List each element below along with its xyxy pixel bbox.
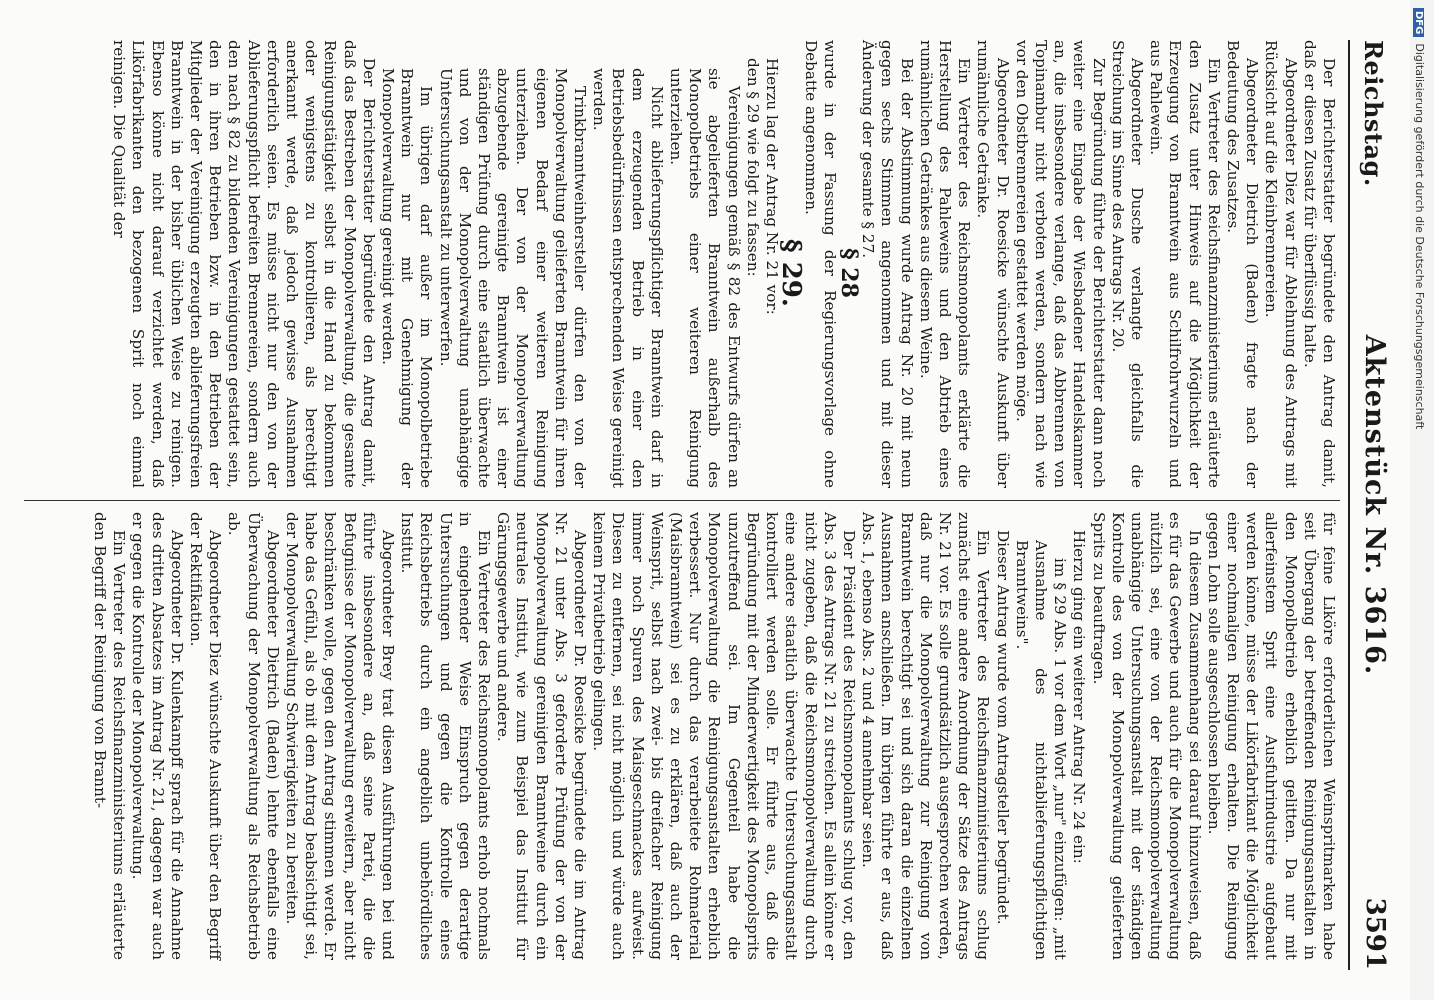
paragraph: Nicht ablieferungspflichtiger Branntwein darf in dem erzeugenden Betrieb in einer den Betriebsbedürfnissen entsprechenden Weise gereinigt werden. bbox=[590, 68, 666, 488]
dfg-logo: DFG bbox=[1413, 8, 1424, 37]
paragraph: Dieser Antrag wurde vom Antragsteller begründet. bbox=[993, 530, 1012, 925]
section-heading: § 29. bbox=[776, 239, 807, 307]
paragraph: Hierzu lag der Antrag Nr. 21 vor: bbox=[763, 58, 782, 315]
paragraph: Abgeordneter Diez war für Ablehnung des Antrags mit Rücksicht auf die Kleinbrennereien. bbox=[1262, 40, 1300, 488]
page-header bbox=[1352, 40, 1394, 970]
paragraph: Abgeordneter Brey trat diesen Ausführungen bei und führte insbesondere an, daß seine Partei, die die Befugnisse der Monopolverwaltung erweitern, aber nicht beschränken wolle, gegen den Antrag stimmen werde. Er habe das Gefühl, als ob mit dem Antrag beabsichtigt sei, der Monopolverwaltung Schwierigkeiten zu bereiten. bbox=[283, 512, 398, 960]
section-heading: § 28 bbox=[835, 248, 862, 298]
paragraph: Trinkbranntweinhersteller dürfen den von der Monopolverwaltung gelieferten Branntwein für ihren eigenen Bedarf einer weiteren Reinigung unterziehen. Der von der Monopolverwaltung abzugebende gereinigte Branntwein ist einer ständigen Prüfung durch eine staatlich überwachte und von der Monopolverwaltung unabhängige Untersuchungsanstalt zu unterwerfen. bbox=[436, 68, 590, 488]
paragraph: Hierzu ging ein weiterer Antrag Nr. 24 ein: bbox=[1070, 530, 1089, 864]
paragraph: Abgeordneter Dietrich (Baden) lehnte ebenfalls eine Überwachung der Monopolverwaltung als Reichsbetrieb ab. bbox=[225, 512, 282, 960]
paragraph: Der Berichterstatter begründete den Antrag damit, daß das Bestreben der Monopolverwaltung, die gesamte Reinigungstätigkeit selbst in die Hand zu bekommen oder wenigstens zu kontrollieren, als berechtigt anerkannt werde, daß jedoch gewisse Ausnahmen erforderlich seien. Es müsse nicht nur den von der Ablieferungspflicht befreiten Brennereien, sondern auch den nach § 82 zu bildenden Vereinigungen gestattet sein, den in ihren Betrieben bzw. in den Betrieben der Mitglieder der Vereinigung erzeugten ablieferungsfreien Branntwein in der bisher üblichen Weise zu reinigen. Ebenso könne nicht darauf verzichtet werden, daß Likörfabrikanten den bezogenen Sprit noch einmal reinigen. Die Qualität der bbox=[110, 40, 378, 488]
header-title: Aktenstück Nr. 3616. bbox=[1359, 334, 1390, 676]
paragraph: Abgeordneter Dietrich (Baden) fragte nach der Bedeutung des Zusatzes. bbox=[1223, 40, 1262, 488]
paragraph: Der Berichterstatter begründete den Antrag damit, daß er diesen Zusatz für überflüssig halte. bbox=[1300, 40, 1338, 488]
side-note bbox=[1402, 8, 1432, 992]
paragraph: wurde in der Fassung der Regierungsvorlage ohne Debatte angenommen. bbox=[801, 40, 839, 488]
paragraph: im § 29 Abs. 1 vor dem Wort „nur" einzufügen: „mit Ausnahme des nichtablieferungspflichtigen Branntweins". bbox=[1012, 540, 1070, 960]
paragraph: Abgeordneter Dr. Roesicke begründete die im Antrag Nr. 21 unter Abs. 3 geforderte Prüfung der von der Monopolverwaltung gereinigten Branntweine durch ein neutrales Institut, wie zum Beispiel das Institut für Gärungsgewerbe und andere. bbox=[494, 512, 590, 960]
paragraph: Im übrigen darf außer im Monopolbetriebe Branntwein nur mit Genehmigung der Monopolverwaltung gereinigt werden. bbox=[379, 68, 436, 488]
paragraph: Ein Vertreter des Reichsfinanzministeriums erläuterte den Zusatz unter Hinweis auf die Möglichkeit der Erzeugung von Branntwein aus Schilfrohrwurzeln und aus Pahlewein. bbox=[1147, 40, 1223, 488]
paragraph: Ein Vertreter des Reichsmonopolamts erhob nochmals in eingehender Weise Einspruch gegen derartige Untersuchungen und gegen die Kontrolle eines Reichsbetriebs durch ein angeblich unbehördliches Institut. bbox=[398, 512, 494, 960]
paragraph: Ein Vertreter des Reichsfinanzministeriums erläuterte den Begriff der Reinigung von Brannt- bbox=[91, 512, 129, 960]
paragraph: Abgeordneter Diez wünschte Auskunft über den Begriff der Rektifikation. bbox=[187, 512, 225, 960]
page-number: 3591 bbox=[1360, 897, 1390, 970]
header-rule bbox=[1348, 40, 1350, 970]
paragraph: Vereinigungen gemäß § 82 des Entwurfs dürfen an sie abgelieferten Branntwein außerhalb des Monopolbetriebs einer weiteren Reinigung unterziehen. bbox=[667, 68, 743, 488]
paragraph: Abgeordneter Dr. Roesicke wünschte Auskunft über rumähnliche Getränke. bbox=[974, 40, 1012, 488]
paragraph: Der Präsident des Reichsmonopolamts schlug vor, den Abs. 3 des Antrags Nr. 21 zu streichen. Es allein könne er nicht zugeben, daß die Reichsmonopolverwaltung durch eine andere staatlich überwachte Untersuchungsanstalt kontrolliert werden solle. Er führte aus, daß die Begründung mit der Minderwertigkeit des Monopolsprits unzutreffend sei. Im Gegenteil habe die Monopolverwaltung die Reinigungsanstalten erheblich verbessert. Nur durch das verarbeitete Rohmaterial (Maisbranntwein) sei es zu erklären, daß auch der Weinsprit, selbst nach zwei- bis dreifacher Reinigung immer noch Spuren des Maisgeschmackes aufweist. Diesen zu entfernen, sei nicht möglich und würde auch keinem Privatbetrieb gelingen. bbox=[590, 512, 858, 960]
column-divider bbox=[24, 500, 1340, 501]
left-column bbox=[20, 40, 1338, 488]
paragraph: Ein Vertreter des Reichsfinanzministeriums schlug zunächst eine andere Anordnung der Sätze des Antrags Nr. 21 vor. Es solle grundsätzlich ausgesprochen werden, daß nur die Monopolverwaltung zur Reinigung von Branntwein berechtigt sei und sich daran die einzelnen Ausnahmen anschließen. Im übrigen führte er aus, daß Abs. 1, ebenso Abs. 2 und 4 annehmbar seien. bbox=[859, 512, 993, 960]
paragraph: Ein Vertreter des Reichsmonopolamts erklärte die Herstellung des Pahleweins und den Abtrieb eines rumähnlichen Getränkes aus diesem Weine. bbox=[916, 40, 974, 488]
paragraph: Bei der Abstimmung wurde Antrag Nr. 20 mit neun gegen sechs Stimmen angenommen und mit dieser Änderung der gesamte § 27. bbox=[859, 40, 916, 488]
paragraph: Zur Begründung führte der Berichterstatter dann noch weiter eine Eingabe der Wiesbadener Handelskammer an, die insbesondere verlange, daß das Abbrennen von Topinambur nicht verboten werden, sondern nach wie vor den Obstbrennereien gestattet werden möge. bbox=[1012, 40, 1108, 488]
right-column bbox=[20, 512, 1338, 960]
digitization-credit bbox=[1404, 8, 1426, 992]
paragraph: Abgeordneter Dusche verlangte gleichfalls die Streichung im Sinne des Antrags Nr. 20. bbox=[1108, 40, 1146, 488]
paragraph: In diesem Zusammenhang sei darauf hinzuweisen, daß es für das Gewerbe und auch für die Monopolverwaltung nützlich sei, eine von der Reichsmonopolverwaltung unabhängige Untersuchungsanstalt mit der ständigen Kontrolle des von der Monopolverwaltung gelieferten Sprits zu beauftragen. bbox=[1089, 512, 1204, 960]
paragraph: für feine Liköre erforderlichen Weinspritmarken habe seit Übergang der betreffenden Reinigungsanstalten in den Monopolbetrieb erheblich gelitten. Da nur mit allerfeinstem Sprit eine Ausfuhrindustrie aufgebaut werden könne, müsse der Likörfabrikant die Möglichkeit einer nochmaligen Reinigung erhalten. Die Reinigung gegen Lohn solle ausgeschlossen bleiben. bbox=[1204, 512, 1338, 960]
header-left: Reichstag. bbox=[1359, 40, 1388, 187]
credit-text: Digitalisierung gefördert durch die Deutsche Forschungsgemeinschaft bbox=[1413, 43, 1426, 430]
paragraph: den § 29 wie folgt zu fassen: bbox=[743, 58, 762, 277]
paragraph: Abgeordneter Dr. Kulenkampff sprach für die Annahme des dritten Absatzes im Antrag Nr. 21, dagegen war auch er gegen die Kontrolle der Monopolverwaltung. bbox=[129, 512, 186, 960]
